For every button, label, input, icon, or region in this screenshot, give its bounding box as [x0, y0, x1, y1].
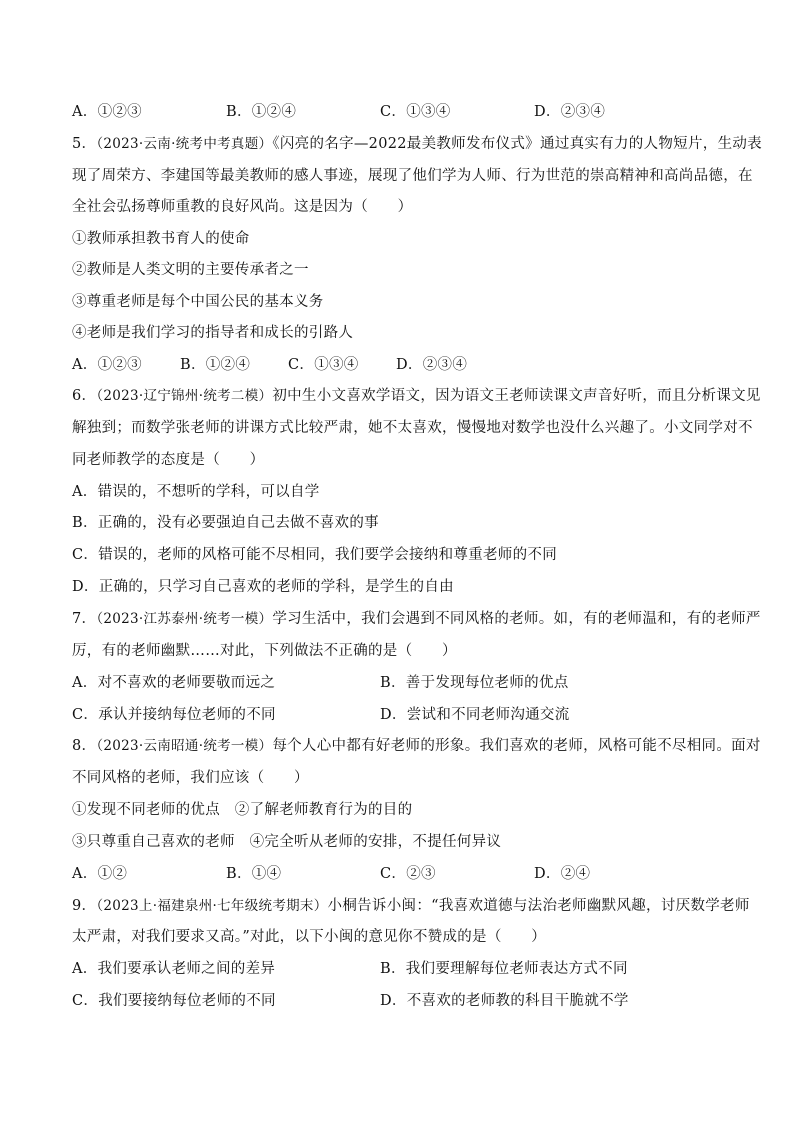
q5-option-d[interactable]: D．②③④	[396, 357, 468, 373]
q6-option-b[interactable]: B．正确的，没有必要强迫自己去做不喜欢的事	[72, 515, 379, 531]
q5-option-a[interactable]: A．①②③	[72, 357, 142, 373]
q9-stem-text-1: 小桐告诉小闽：“我喜欢道德与法治老师幽默风趣，讨厌数学老师	[327, 898, 750, 914]
q4-option-c[interactable]: C．①③④	[380, 104, 451, 120]
q4-option-d[interactable]: D．②③④	[534, 104, 606, 120]
q7-option-b[interactable]: B．善于发现每位老师的优点	[380, 675, 569, 691]
q5-item-2: ②教师是人类文明的主要传承者之一	[72, 262, 309, 278]
q9-number: 9．	[72, 898, 97, 914]
q5-source: （2023·云南·统考中考真题）	[96, 136, 273, 152]
q7-source: （2023·江苏泰州·统考一模）	[96, 611, 273, 627]
q9-stem-line-2: 太严肃，对我们要求又高。”对此，以下小闽的意见你不赞成的是（ ）	[72, 929, 547, 945]
q5-number: 5．	[72, 136, 97, 152]
q6-number: 6．	[72, 388, 97, 404]
q7-option-c[interactable]: C．承认并接纳每位老师的不同	[72, 707, 276, 723]
q5-stem-line-2: 现了周荣方、李建国等最美教师的感人事迹，展现了他们学为人师、行为世范的崇高精神和高尚品德，在	[72, 168, 753, 184]
q4-option-a[interactable]: A．①②③	[72, 104, 142, 120]
q8-option-b[interactable]: B．①④	[226, 866, 282, 882]
q8-stem-line-1	[72, 736, 761, 756]
q7-option-d[interactable]: D．尝试和不同老师沟通交流	[380, 707, 570, 723]
q6-option-a[interactable]: A．错误的，不想听的学科，可以自学	[72, 484, 320, 500]
q7-stem-line-1	[72, 609, 761, 629]
q5-stem-line-3: 全社会弘扬尊师重教的良好风尚。这是因为（ ）	[72, 199, 413, 215]
q8-number: 8．	[72, 738, 97, 754]
q9-source: （2023上·福建泉州·七年级统考期末）	[96, 898, 328, 914]
q6-stem-line-2: 解独到；而数学张老师的讲课方式比较严肃，她不太喜欢，慢慢地对数学也没什么兴趣了。小文同学对不	[72, 420, 753, 436]
q8-items-row-2: ③只尊重自己喜欢的老师 ④完全听从老师的安排，不提任何异议	[72, 834, 502, 850]
q5-stem-text-1: 《闪亮的名字—2022最美教师发布仪式》通过真实有力的人物短片，生动表	[272, 136, 762, 152]
q6-stem-line-1	[72, 386, 761, 406]
q5-option-b[interactable]: B．①②④	[180, 357, 251, 373]
q9-stem-line-1	[72, 896, 750, 916]
q8-source: （2023·云南昭通·统考一模）	[96, 738, 273, 754]
q9-option-b[interactable]: B．我们要理解每位老师表达方式不同	[380, 961, 628, 977]
q9-option-d[interactable]: D．不喜欢的老师教的科目干脆就不学	[380, 993, 629, 1009]
q8-stem-text-1: 每个人心中都有好老师的形象。我们喜欢的老师，风格可能不尽相同。面对	[272, 738, 761, 754]
q7-stem-text-1: 学习生活中，我们会遇到不同风格的老师。如，有的老师温和，有的老师严	[272, 611, 761, 627]
q6-stem-text-1: 初中生小文喜欢学语文，因为语文王老师读课文声音好听，而且分析课文见	[272, 388, 761, 404]
q5-option-c[interactable]: C．①③④	[288, 357, 359, 373]
q8-option-c[interactable]: C．②③	[380, 866, 436, 882]
q5-item-3: ③尊重老师是每个中国公民的基本义务	[72, 294, 324, 310]
q5-item-4: ④老师是我们学习的指导者和成长的引路人	[72, 325, 354, 341]
q9-option-a[interactable]: A．我们要承认老师之间的差异	[72, 961, 276, 977]
q6-option-d[interactable]: D．正确的，只学习自己喜欢的老师的学科，是学生的自由	[72, 579, 454, 595]
q9-option-c[interactable]: C．我们要接纳每位老师的不同	[72, 993, 276, 1009]
q4-option-b[interactable]: B．①②④	[226, 104, 297, 120]
q8-stem-line-2: 不同风格的老师，我们应该（ ）	[72, 770, 309, 786]
q8-option-a[interactable]: A．①②	[72, 866, 128, 882]
q7-option-a[interactable]: A．对不喜欢的老师要敬而远之	[72, 675, 276, 691]
q7-stem-line-2: 厉，有的老师幽默……对此，下列做法不正确的是（ ）	[72, 643, 457, 659]
q7-number: 7．	[72, 611, 97, 627]
q5-item-1: ①教师承担教书育人的使命	[72, 231, 250, 247]
q8-option-d[interactable]: D．②④	[534, 866, 591, 882]
q6-stem-line-3: 同老师教学的态度是（ ）	[72, 452, 265, 468]
q6-source: （2023·辽宁锦州·统考二模）	[96, 388, 273, 404]
q8-items-row-1: ①发现不同老师的优点 ②了解老师教育行为的目的	[72, 802, 413, 818]
q5-stem-line-1	[72, 134, 762, 154]
q6-option-c[interactable]: C．错误的，老师的风格可能不尽相同，我们要学会接纳和尊重老师的不同	[72, 547, 557, 563]
